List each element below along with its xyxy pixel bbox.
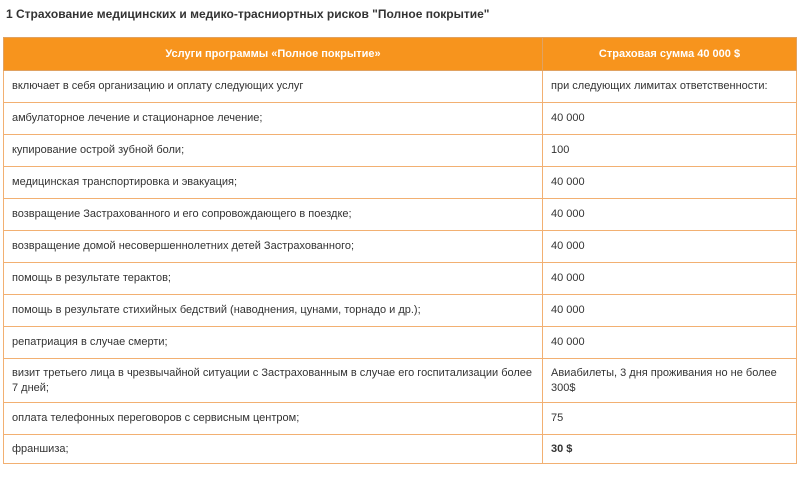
amount-cell: 40 000 [543,167,797,199]
table-row [4,71,797,103]
amount-cell: 40 000 [543,295,797,327]
table-row [4,327,797,359]
table-row [4,231,797,263]
table-row [4,435,797,464]
table-row [4,359,797,403]
amount-cell: Авиабилеты, 3 дня проживания но не более 300$ [543,359,797,403]
service-cell: помощь в результате стихийных бедствий (наводнения, цунами, торнадо и др.); [4,295,543,327]
service-cell: медицинская транспортировка и эвакуация; [4,167,543,199]
service-cell: возвращение домой несовершеннолетних детей Застрахованного; [4,231,543,263]
service-cell: оплата телефонных переговоров с сервисным центром; [4,403,543,435]
amount-cell: 40 000 [543,263,797,295]
table-header-row [4,38,797,71]
amount-cell: 40 000 [543,103,797,135]
table-row [4,167,797,199]
column-header-amount: Страховая сумма 40 000 $ [543,38,797,71]
amount-cell: 30 $ [543,435,797,464]
service-cell: франшиза; [4,435,543,464]
service-cell: репатриация в случае смерти; [4,327,543,359]
amount-cell: 40 000 [543,327,797,359]
insurance-table [3,37,797,464]
service-cell: помощь в результате терактов; [4,263,543,295]
service-cell: включает в себя организацию и оплату следующих услуг [4,71,543,103]
amount-cell: при следующих лимитах ответственности: [543,71,797,103]
table-row [4,403,797,435]
column-header-services: Услуги программы «Полное покрытие» [4,38,543,71]
service-cell: возвращение Застрахованного и его сопровождающего в поездке; [4,199,543,231]
amount-cell: 40 000 [543,231,797,263]
table-row [4,263,797,295]
service-cell: амбулаторное лечение и стационарное лечение; [4,103,543,135]
service-cell: купирование острой зубной боли; [4,135,543,167]
table-row [4,135,797,167]
service-cell: визит третьего лица в чрезвычайной ситуации с Застрахованным в случае его госпитализации более 7 дней; [4,359,543,403]
amount-cell: 40 000 [543,199,797,231]
table-row [4,103,797,135]
table-row [4,199,797,231]
amount-cell: 75 [543,403,797,435]
table-row [4,295,797,327]
amount-cell: 100 [543,135,797,167]
page-title: 1 Страхование медицинских и медико-трасниортных рисков "Полное покрытие" [6,7,490,21]
